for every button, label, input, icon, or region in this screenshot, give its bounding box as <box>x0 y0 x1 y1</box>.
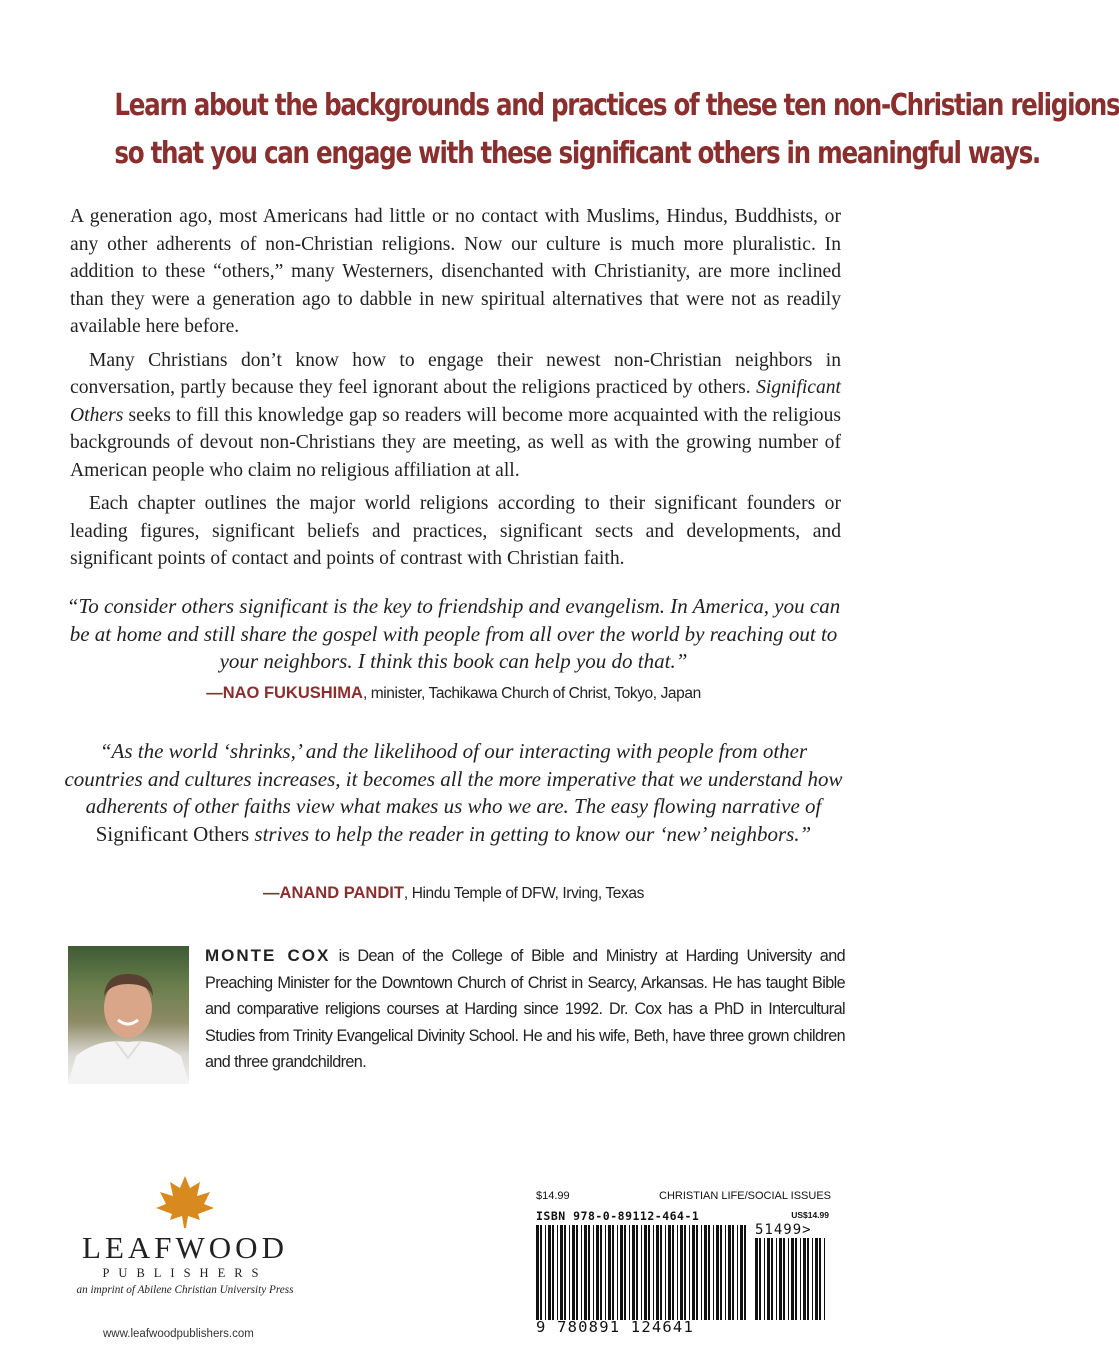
barcode-bar <box>588 1225 590 1320</box>
barcode-bar <box>744 1225 746 1320</box>
barcode-bar <box>600 1225 602 1320</box>
p2-start: Many Christians don’t know how to engage their newest non-Christian neighbors in conversation, partly because they feel ignorant about the religions practiced by others. <box>70 349 841 398</box>
ean-number: 9 780891 124641 <box>536 1318 694 1336</box>
publisher-imprint: an imprint of Abilene Christian University Press <box>76 1284 294 1296</box>
endorser-affiliation-1: , minister, Tachikawa Church of Christ, Tokyo, Japan <box>362 685 701 702</box>
barcode-bar <box>689 1225 690 1320</box>
barcode-bar <box>701 1225 702 1320</box>
author-photo <box>68 946 189 1084</box>
barcode-bar <box>755 1238 758 1320</box>
barcode-bar <box>684 1225 686 1320</box>
isbn: ISBN 978-0-89112-464-1 <box>536 1209 700 1223</box>
barcode-bar <box>576 1225 578 1320</box>
endorser-dash-2: — <box>263 884 280 902</box>
headline-line-1: Learn about the backgrounds and practices of these ten non-Christian religions <box>114 88 1119 123</box>
barcode-bar <box>815 1238 818 1320</box>
barcode-bar <box>720 1225 722 1320</box>
barcode-bar <box>725 1225 726 1320</box>
barcode-bar <box>552 1225 554 1320</box>
barcode-bar <box>560 1225 563 1320</box>
barcode-bar <box>812 1238 813 1320</box>
barcode-bar <box>795 1238 797 1320</box>
barcode-bar <box>581 1225 582 1320</box>
barcode-bar <box>540 1225 542 1320</box>
publisher-website: www.leafwoodpublishers.com <box>103 1328 254 1340</box>
quote2-start: “As the world ‘shrinks,’ and the likelihood of our interacting with people from other countries and cultures increases, it becomes all the more imperative that we understand how adherents of other faiths view what makes us who we are. The easy flowing narrative of <box>64 739 843 818</box>
barcode-bar <box>696 1225 698 1320</box>
endorsement-quote-1: “To consider others significant is the key to friendship and evangelism. In America, you can be at home and still share the gospel with people from all over the world by reaching out to your neighbors. I think this book can help you do that.” <box>66 594 841 673</box>
barcode-bar <box>783 1238 785 1320</box>
barcode-bar <box>819 1238 821 1320</box>
headline <box>114 82 1119 178</box>
author-bio <box>205 943 845 1076</box>
barcode-bar <box>624 1225 626 1320</box>
endorser-name-2: ANAND PANDIT <box>279 884 404 902</box>
barcode-bar <box>612 1225 614 1320</box>
barcode-bar <box>704 1225 707 1320</box>
endorser-dash-1: — <box>206 684 223 702</box>
barcode-bar <box>824 1238 825 1320</box>
quote2-book-title: Significant Others <box>95 821 250 846</box>
description-paragraph-2 <box>70 347 841 485</box>
p2-end: seeks to fill this knowledge gap so readers will become more acquainted with the religious backgrounds of devout non-Christians they are meeting, as well as with the growing number of American people who claim no religious affiliation at all. <box>70 404 841 481</box>
barcode-bar <box>716 1225 719 1320</box>
barcode-bar <box>548 1225 551 1320</box>
barcode-bar <box>569 1225 570 1320</box>
barcode-bar <box>617 1225 618 1320</box>
barcode-bar <box>636 1225 638 1320</box>
barcode-bar <box>545 1225 546 1320</box>
barcode-bar <box>653 1225 654 1320</box>
barcode-bar <box>767 1238 770 1320</box>
endorser-name-1: NAO FUKUSHIMA <box>222 684 363 702</box>
headline-line-2: so that you can engage with these significant others in meaningful ways. <box>114 136 1040 171</box>
barcode-bar <box>692 1225 695 1320</box>
barcode-bar <box>737 1225 738 1320</box>
barcode-bar <box>708 1225 710 1320</box>
publisher-logo <box>60 1170 310 1330</box>
barcode-bar <box>779 1238 782 1320</box>
barcode-bar <box>572 1225 575 1320</box>
barcode-bar <box>564 1225 566 1320</box>
barcode-bar <box>788 1238 789 1320</box>
description-paragraph-1: A generation ago, most Americans had little or no contact with Muslims, Hindus, Buddhists, or any other adherents of non-Christian religions. Now our culture is much more pluralistic. In addition to these “others,” many Westerners, disenchanted with Christianity, are more inclined than they were a generation ago to dabble in new spiritual alternatives that were not as readily available here before. <box>70 206 841 337</box>
price: $14.99 <box>536 1190 570 1202</box>
barcode-bar <box>759 1238 761 1320</box>
price-code: 51499> <box>755 1222 812 1238</box>
author-bio-text: is Dean of the College of Bible and Ministry at Harding University and Preaching Minister for the Downtown Church of Christ in Searcy, Arkansas. He has taught Bible and comparative religions courses at Harding since 1992. Dr. Cox has a PhD in Intercultural Studies from Trinity Evangelical Divinity School. He and his wife, Beth, have three grown children and three grandchildren. <box>205 947 845 1071</box>
barcode-bar <box>713 1225 714 1320</box>
barcode-bar <box>672 1225 674 1320</box>
barcode-bar <box>732 1225 734 1320</box>
barcode-bar <box>791 1238 794 1320</box>
publisher-subtitle: PUBLISHERS <box>102 1266 268 1280</box>
publisher-name: LEAFWOOD <box>82 1230 288 1265</box>
barcode-bar <box>584 1225 587 1320</box>
barcode-bar <box>632 1225 635 1320</box>
price-barcode <box>755 1238 825 1320</box>
author-portrait-icon <box>68 946 189 1084</box>
barcode-bar <box>764 1238 765 1320</box>
barcode-bar <box>771 1238 773 1320</box>
barcode-bar <box>648 1225 650 1320</box>
barcode-bar <box>740 1225 743 1320</box>
ean-barcode <box>536 1225 746 1320</box>
endorsement-attribution-2 <box>0 884 907 903</box>
barcode-bar <box>807 1238 809 1320</box>
barcode-bar <box>677 1225 678 1320</box>
barcode-bar <box>605 1225 606 1320</box>
barcode-bar <box>644 1225 647 1320</box>
maple-leaf-icon <box>60 1170 310 1230</box>
endorser-affiliation-2: , Hindu Temple of DFW, Irving, Texas <box>403 885 644 902</box>
description <box>70 203 841 579</box>
barcode-bar <box>536 1225 539 1320</box>
barcode-bar <box>803 1238 806 1320</box>
category: CHRISTIAN LIFE/SOCIAL ISSUES <box>659 1190 831 1202</box>
barcode-bar <box>629 1225 630 1320</box>
quote2-end: strives to help the reader in getting to know our ‘new’ neighbors.” <box>249 821 812 846</box>
endorsement-attribution-1 <box>0 684 907 703</box>
barcode-bar <box>728 1225 731 1320</box>
barcode-bar <box>656 1225 659 1320</box>
barcode-bar <box>680 1225 683 1320</box>
barcode-area <box>533 1190 841 1340</box>
barcode-bar <box>557 1225 558 1320</box>
barcode-bar <box>668 1225 671 1320</box>
barcode-bar <box>800 1238 801 1320</box>
endorsement-quote-2 <box>60 738 847 848</box>
barcode-bar <box>593 1225 594 1320</box>
barcode-bar <box>608 1225 611 1320</box>
barcode-bar <box>660 1225 662 1320</box>
description-paragraph-3: Each chapter outlines the major world religions according to their significant founders or leading figures, significant beliefs and practices, significant sects and developments, and significant points of contact and points of contrast with Christian faith. <box>70 493 841 569</box>
barcode-bar <box>596 1225 599 1320</box>
author-name: MONTE COX <box>205 946 331 965</box>
barcode-bar <box>620 1225 623 1320</box>
barcode-bar <box>665 1225 666 1320</box>
barcode-bar <box>776 1238 777 1320</box>
book-title: Significant Others <box>70 377 841 426</box>
us-price: US$14.99 <box>791 1210 829 1220</box>
barcode-bar <box>641 1225 642 1320</box>
